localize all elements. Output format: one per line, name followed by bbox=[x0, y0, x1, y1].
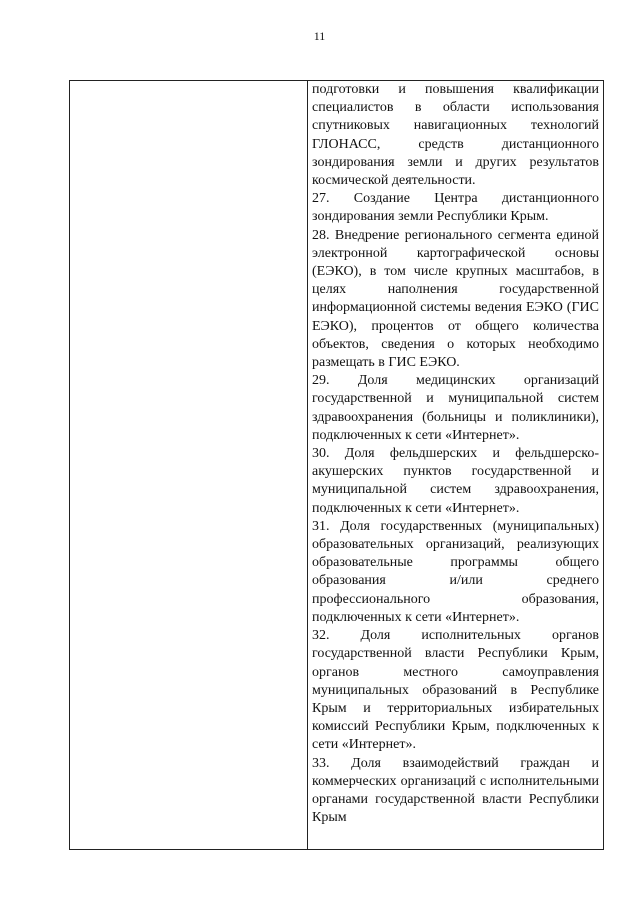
list-item-31: 31. Доля государственных (муниципальных) образовательных организаций, реализующих образовательные программы общего образования и/или среднего профессионального образования, подключенных к сети «Интернет». bbox=[312, 518, 599, 625]
list-item-32: 32. Доля исполнительных органов государственной власти Республики Крым, органов местного самоуправления муниципальных образований в Республике Крым и территориальных избирательных комиссий Республики Крым, подключенных к сети «Интернет». bbox=[312, 628, 599, 753]
table-left-column bbox=[70, 81, 308, 849]
list-item-30: 30. Доля фельдшерских и фельдшерско-акушерских пунктов государственной и муниципальной систем здравоохранения, подключенных к сети «Интернет». bbox=[312, 446, 599, 516]
table-right-column bbox=[308, 81, 603, 849]
list-item-29: 29. Доля медицинских организаций государственной и муниципальной систем здравоохранения (больницы и поликлиники), подключенных к сети «Интернет». bbox=[312, 373, 599, 443]
list-item-28: 28. Внедрение регионального сегмента единой электронной картографической основы (ЕЭКО), в том числе крупных масштабов, в целях наполнения государственной информационной системы ведения ЕЭКО (ГИС ЕЭКО), процентов от общего количества объектов, сведения о которых необходимо размещать в ГИС ЕЭКО. bbox=[312, 227, 599, 371]
list-item-continuation: подготовки и повышения квалификации специалистов в области использования спутниковых навигационных технологий ГЛОНАСС, средств дистанционного зондирования земли и других результатов космической деятельности. bbox=[312, 82, 599, 189]
list-item-27: 27. Создание Центра дистанционного зондирования земли Республики Крым. bbox=[312, 191, 599, 225]
page-number: 11 bbox=[313, 29, 326, 43]
document-table bbox=[69, 80, 604, 850]
list-item-33: 33. Доля взаимодействий граждан и коммерческих организаций с исполнительными органами государственной власти Республики Крым bbox=[312, 755, 599, 826]
